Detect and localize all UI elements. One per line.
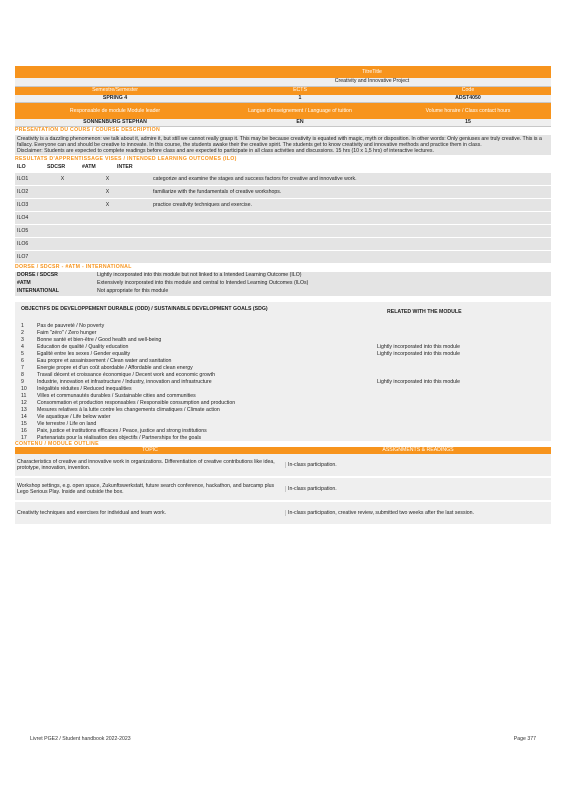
sdg-row [15, 399, 551, 406]
sdg-text: Vie terrestre / Life on land [37, 420, 97, 427]
sdg-section [15, 302, 551, 441]
sdg-text: Faim "zéro" / Zero hunger [37, 329, 97, 336]
sdg-text: Inégalités réduites / Reduced inequalities [37, 385, 132, 392]
responsable-header: Responsable de module Module leader [69, 107, 161, 114]
sdg-number: 5 [21, 350, 24, 357]
sdg-row [15, 364, 551, 371]
responsable-value: SONNENBURG STEPHAN [83, 119, 147, 125]
ilo-id: ILO4 [17, 215, 29, 222]
semester-value: SPRING 4 [102, 95, 128, 101]
sdg-row [15, 336, 551, 343]
ilo-text: practice creativity techniques and exercise. [153, 202, 252, 209]
ilo-heading: RESULTATS D'APPRENTISSAGE VISES / INTENDED LEARNING OUTCOMES (ILO) [15, 156, 237, 163]
module-sheet [15, 66, 551, 526]
dorse-row [15, 272, 551, 280]
sdg-row [15, 350, 551, 357]
sdg-number: 6 [21, 357, 24, 364]
sdg-text: Bonne santé et bien-être / Good health and well-being [37, 336, 162, 343]
sdg-text: Villes et communautés durables / Sustainable cities and communities [37, 392, 196, 399]
sdg-row [15, 329, 551, 336]
contenu-row [15, 478, 551, 500]
ilo-row [15, 173, 551, 185]
sdg-text: Pas de pauvreté / No poverty [37, 322, 105, 329]
sdg-row [15, 406, 551, 413]
sdg-row [15, 385, 551, 392]
contenu-heading: CONTENU / MODULE OUTLINE [15, 441, 99, 448]
dorse-text: Extensively incorporated into this module and central to Intended Learning Outcomes (ILOs) [97, 280, 309, 287]
sdg-number: 8 [21, 371, 24, 378]
resp-values-row [15, 119, 551, 127]
resp-header-row [15, 103, 551, 119]
sdg-text: Eau propre et assainissement / Clean water and sanitation [37, 357, 172, 364]
sdg-row [15, 427, 551, 434]
ilo-id: ILO7 [17, 254, 29, 261]
ilo-col-headers [15, 164, 551, 173]
sdg-text: Vie aquatique / Life below water [37, 413, 111, 420]
sdg-row [15, 420, 551, 427]
sdg-number: 17 [21, 434, 27, 441]
sdg-related: Lightly incorporated into this module [377, 378, 461, 385]
presentation-body [15, 135, 551, 155]
sdg-text: Energie propre et d'un coût abordable / Affordable and clean energy [37, 364, 193, 371]
sdg-row [15, 357, 551, 364]
ilo-row [15, 225, 551, 237]
sdg-number: 2 [21, 329, 24, 336]
contenu-row [15, 454, 551, 476]
ilo-id: ILO3 [17, 202, 29, 209]
ilo-col-inter: INTER [117, 164, 133, 171]
sdg-number: 7 [21, 364, 24, 371]
sdg-text: Travail décent et croissance économique / Decent work and economic growth [37, 371, 216, 378]
contenu-assignment: In-class participation. [285, 462, 551, 468]
contenu-row [15, 502, 551, 524]
sdg-row [15, 378, 551, 385]
semester-header: Semestre/Semester [92, 87, 138, 93]
sdg-number: 4 [21, 343, 24, 350]
sdg-row [15, 434, 551, 441]
footer-page-number: Page 377 [513, 736, 536, 742]
meta-values-row [15, 95, 551, 103]
meta-header-row [15, 87, 551, 95]
sdg-text: Education de qualité / Quality education [37, 343, 129, 350]
language-value: EN [296, 119, 304, 125]
ilo-id: ILO2 [17, 189, 29, 196]
ilo-col-ilo: ILO [17, 164, 26, 171]
ilo-col-sdcsr: SDCSR [47, 164, 66, 171]
sdg-number: 12 [21, 399, 27, 406]
code-header: Code [461, 87, 475, 93]
topic-header: TOPIC [142, 447, 158, 454]
ilo-text: familiarize with the fundamentals of creative workshops. [153, 189, 282, 196]
sdg-number: 9 [21, 378, 24, 385]
contenu-table [15, 454, 551, 524]
dorse-text: Lightly incorporated into this module but not linked to a Intended Learning Outcome (ILO) [97, 272, 302, 279]
sdg-number: 10 [21, 385, 27, 392]
language-header: Langue d'enseignement / Language of tuition [248, 107, 352, 114]
ilo-id: ILO1 [17, 176, 29, 183]
sdg-row [15, 392, 551, 399]
ects-header: ECTS [293, 87, 307, 93]
sdg-text: Mesures relatives à la lutte contre les changements climatiques / Climate action [37, 406, 220, 413]
sdg-number: 15 [21, 420, 27, 427]
ilo-atm-mark: X [105, 189, 110, 196]
ilo-id: ILO5 [17, 228, 29, 235]
sdg-heading: OBJECTIFS DE DEVELOPPEMENT DURABLE (ODD) / SUSTAINABLE DEVELOPMENT GOALS (SDG) [21, 306, 268, 313]
dorse-label: INTERNATIONAL [17, 288, 59, 295]
ilo-col-atm: #ATM [82, 164, 96, 171]
ilo-row [15, 199, 551, 211]
sdg-related: Lightly incorporated into this module [377, 343, 461, 350]
sdg-row [15, 322, 551, 329]
contenu-header-row [15, 447, 551, 454]
ilo-row [15, 212, 551, 224]
title-value: Creativity and Innovative Project [334, 78, 410, 84]
presentation-heading: PRESENTATION DU COURS / COURSE DESCRIPTION [15, 127, 160, 133]
ilo-row [15, 186, 551, 198]
ilo-atm-mark: X [105, 176, 110, 183]
sdg-heading-row [15, 306, 551, 322]
contenu-topic: Characteristics of creative and innovative work in organizations. Differentiation of creative contributions like idea, prototype, innovation, invention. [17, 459, 275, 472]
sdg-related: Lightly incorporated into this module [377, 350, 461, 357]
volume-header: Volume horaire / Class contact hours [425, 107, 511, 114]
sdg-text: Egalité entre les sexes / Gender equality [37, 350, 131, 357]
ilo-text: categorize and examine the stages and success factors for creative and innovative work. [153, 176, 357, 183]
disclaimer-paragraph: Disclaimer: Students are expected to complete readings before class and are expected to participate in all class activities and discussions. 15 hrs (10 x 1,5 hrs) of interactive lectures. [17, 148, 434, 155]
ilo-sdcsr-mark: X [60, 176, 65, 183]
footer-handbook: Livret PGE2 / Student handbook 2022-2023 [30, 736, 131, 742]
dorse-label: DORSE / SDCSR [17, 272, 58, 279]
ilo-atm-mark: X [105, 202, 110, 209]
contenu-topic: Workshop settings, e.g. open space, Zukunftswerkstatt, future search conference, hackathon, and barcamp plus Lego Serious Play. Inside and outside the box. [17, 483, 275, 496]
ilo-id: ILO6 [17, 241, 29, 248]
title-value-row [15, 78, 551, 87]
sdg-number: 1 [21, 322, 24, 329]
contenu-assignment: In-class participation, creative review, submitted two weeks after the last session. [285, 510, 551, 516]
dorse-table [15, 272, 551, 296]
presentation-paragraph: Creativity is a dazzling phenomenon: we talk about it, admire it, but still we cannot really grasp it. This may be because creativity is equated with magic, myth or disposition. In other words: Only geniuses are truly creative. This is a fallacy. Everyone can and should be creative to innovate. In this course, the students awake their the creative spirit. The students get to know creativity and innovative methods and practice them in class. [17, 136, 542, 149]
contenu-assignment: In-class participation. [285, 486, 551, 492]
title-label: TitreTitle [362, 69, 382, 75]
sdg-number: 3 [21, 336, 24, 343]
dorse-label: #ATM [17, 280, 31, 287]
sdg-number: 16 [21, 427, 27, 434]
contenu-topic: Creativity techniques and exercises for individual and team work. [17, 510, 167, 517]
ilo-row [15, 238, 551, 250]
ilo-row [15, 251, 551, 263]
sdg-text: Industrie, innovation et infrastructure / Industry, innovation and infrastructure [37, 378, 212, 385]
dorse-text: Not appropriate for this module [97, 288, 169, 295]
ects-value: 1 [298, 95, 302, 101]
sdg-row [15, 371, 551, 378]
dorse-row [15, 280, 551, 288]
assignments-header: ASSIGNMENTS & READINGS [382, 447, 454, 454]
code-value: ADST4050 [455, 95, 481, 101]
sdg-list [15, 322, 551, 441]
sdg-text: Paix, justice et institutions efficaces / Peace, justice and strong institutions [37, 427, 207, 434]
sdg-number: 13 [21, 406, 27, 413]
title-label-row [15, 69, 551, 78]
ilo-table [15, 173, 551, 263]
dorse-heading: DORSE / SDCSR - #ATM - INTERNATIONAL [15, 264, 132, 271]
sdg-row [15, 343, 551, 350]
sdg-text: Partenariats pour la réalisation des objectifs / Partnerships for the goals [37, 434, 202, 441]
sdg-number: 14 [21, 413, 27, 420]
sdg-number: 11 [21, 392, 27, 399]
page-footer [30, 736, 536, 742]
volume-value: 15 [465, 119, 471, 125]
dorse-row [15, 288, 551, 296]
sdg-row [15, 413, 551, 420]
sdg-related-heading: RELATED WITH THE MODULE [387, 309, 462, 316]
sdg-text: Consommation et production responsables / Responsible consumption and production [37, 399, 236, 406]
